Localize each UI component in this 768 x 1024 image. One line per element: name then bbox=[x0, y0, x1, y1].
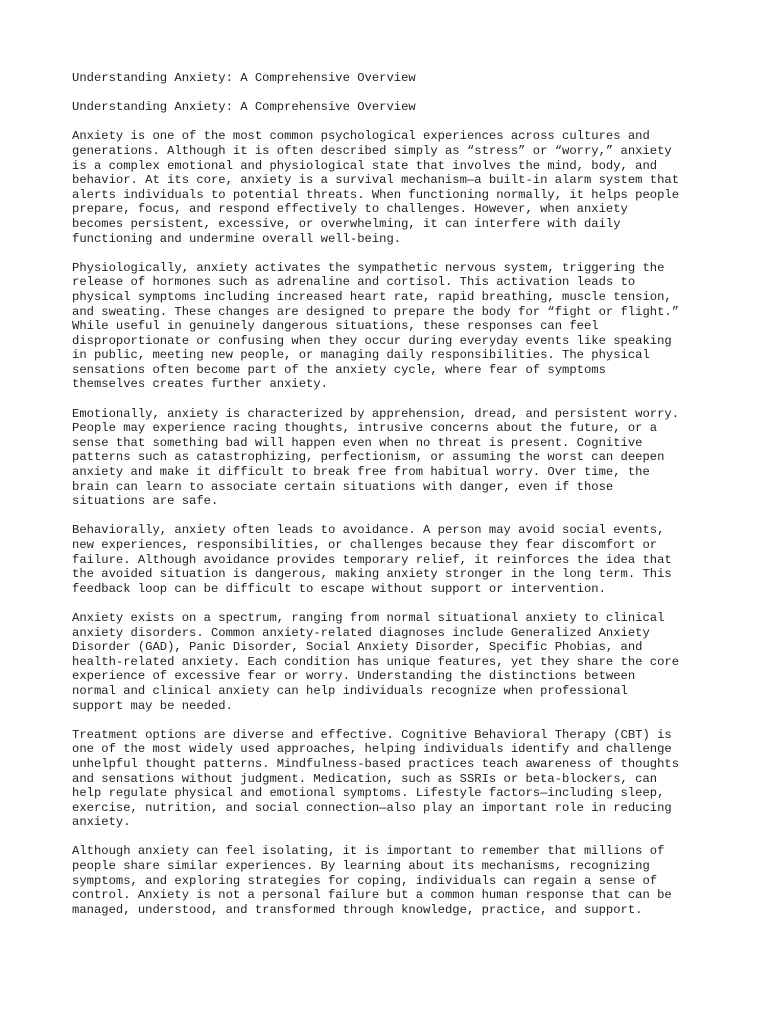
paragraph-conclusion: Although anxiety can feel isolating, it is important to remember that millions of people share similar experiences. By learning about its mechanisms, recognizing symptoms, and exploring strategies for coping, individuals can regain a sense of control. Anxiety is not a personal failure but a common human response that can be managed, understood, and transformed through knowledge, practice, and support. bbox=[72, 844, 672, 917]
document-title: Understanding Anxiety: A Comprehensive Overview bbox=[72, 100, 416, 115]
paragraph-behavioral: Behaviorally, anxiety often leads to avoidance. A person may avoid social events, new experiences, responsibilities, or challenges because they fear discomfort or failure. Although avoidance provides temporary relief, it reinforces the idea that the avoided situation is dangerous, making anxiety stronger in the long term. This feedback loop can be difficult to escape without support or intervention. bbox=[72, 523, 672, 596]
document-page bbox=[72, 71, 712, 932]
paragraph-introduction: Anxiety is one of the most common psychological experiences across cultures and generations. Although it is often described simply as “stress” or “worry,” anxiety is a complex emotional and physiological state that involves the mind, body, and behavior. At its core, anxiety is a survival mechanism—a built-in alarm system that alerts individuals to potential threats. When functioning normally, it helps people prepare, focus, and respond effectively to challenges. However, when anxiety becomes persistent, excessive, or overwhelming, it can interfere with daily functioning and undermine overall well-being. bbox=[72, 129, 680, 246]
paragraph-emotional: Emotionally, anxiety is characterized by apprehension, dread, and persistent worry. People may experience racing thoughts, intrusive concerns about the future, or a sense that something bad will happen even when no threat is present. Cognitive patterns such as catastrophizing, perfectionism, or assuming the worst can deepen anxiety and make it difficult to break free from habitual worry. Over time, the brain can learn to associate certain situations with danger, even if those situations are safe. bbox=[72, 406, 680, 509]
paragraph-spectrum: Anxiety exists on a spectrum, ranging from normal situational anxiety to clinical anxiety disorders. Common anxiety-related diagnoses include Generalized Anxiety Disorder (GAD), Panic Disorder, Social Anxiety Disorder, Specific Phobias, and health-related anxiety. Each condition has unique features, yet they share the core experience of excessive fear or worry. Understanding the distinctions between normal and clinical anxiety can help individuals recognize when professional support may be needed. bbox=[72, 610, 680, 713]
document-header-title: Understanding Anxiety: A Comprehensive Overview bbox=[72, 71, 416, 85]
paragraph-physiological: Physiologically, anxiety activates the sympathetic nervous system, triggering the release of hormones such as adrenaline and cortisol. This activation leads to physical symptoms including increased heart rate, rapid breathing, muscle tension, and sweating. These changes are designed to prepare the body for “fight or flight.” While useful in genuinely dangerous situations, these responses can feel disproportionate or confusing when they occur during everyday events like speaking in public, meeting new people, or managing daily responsibilities. The physical sensations often become part of the anxiety cycle, where fear of symptoms themselves creates further anxiety. bbox=[72, 260, 680, 392]
paragraph-treatment: Treatment options are diverse and effective. Cognitive Behavioral Therapy (CBT) is one of the most widely used approaches, helping individuals identify and challenge unhelpful thought patterns. Mindfulness-based practices teach awareness of thoughts and sensations without judgment. Medication, such as SSRIs or beta-blockers, can help regulate physical and emotional symptoms. Lifestyle factors—including sleep, exercise, nutrition, and social connection—also play an important role in reducing anxiety. bbox=[72, 727, 680, 830]
